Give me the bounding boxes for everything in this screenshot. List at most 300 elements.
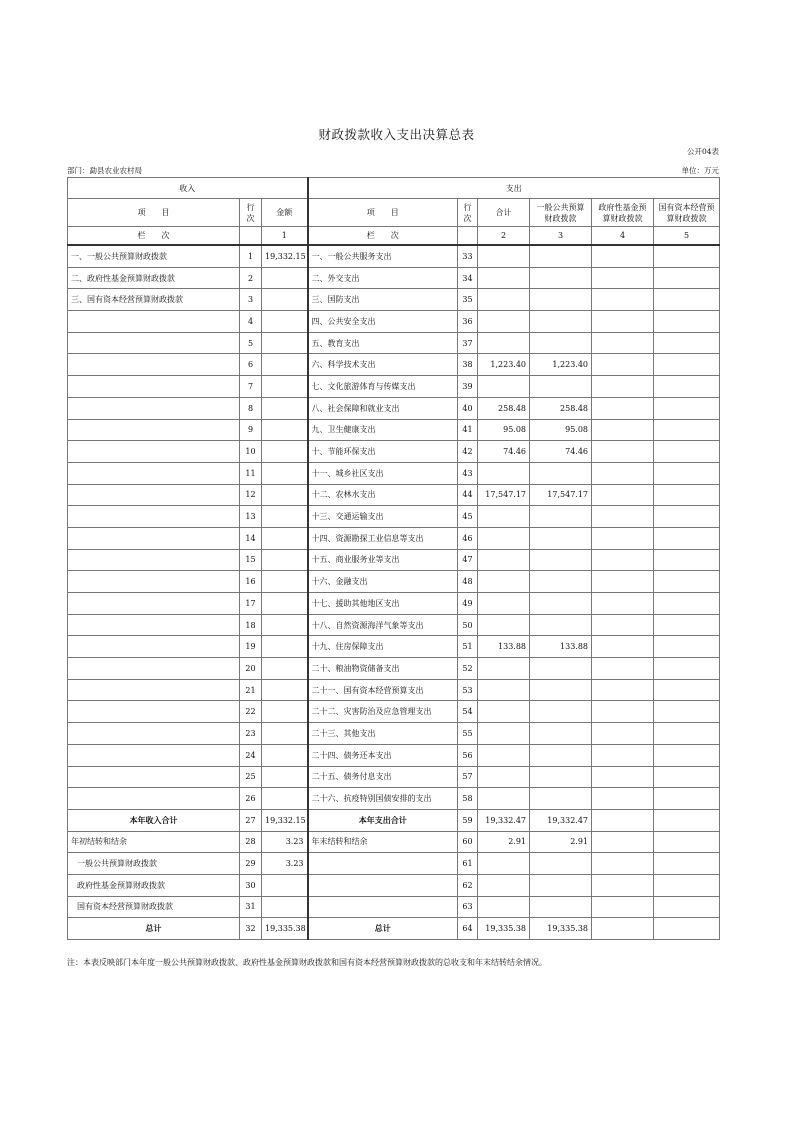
state-capital-cell xyxy=(654,376,720,398)
total-amount-cell xyxy=(478,788,530,810)
income-amount-cell xyxy=(262,636,308,658)
income-line-cell: 1 xyxy=(240,245,262,267)
income-item-cell: 本年收入合计 xyxy=(68,809,240,831)
unit-label: 单位：万元 xyxy=(681,166,719,175)
income-line-cell: 31 xyxy=(240,896,262,918)
expense-line-cell: 59 xyxy=(458,809,478,831)
table-row xyxy=(68,658,720,680)
expense-line-cell: 51 xyxy=(458,636,478,658)
expense-item-cell: 二十三、其他支出 xyxy=(308,723,458,745)
income-item-cell: 一、一般公共预算财政拨款 xyxy=(68,245,240,267)
gov-fund-cell xyxy=(592,245,654,267)
total-amount-cell xyxy=(478,311,530,333)
income-amount-cell xyxy=(262,311,308,333)
expense-line-cell: 43 xyxy=(458,462,478,484)
income-amount-cell xyxy=(262,658,308,680)
expense-item-cell: 二十二、灾害防治及应急管理支出 xyxy=(308,701,458,723)
expense-line-cell: 39 xyxy=(458,376,478,398)
expense-line-cell: 60 xyxy=(458,831,478,853)
expense-line-cell: 35 xyxy=(458,289,478,311)
income-item-cell xyxy=(68,679,240,701)
col-number-5: 5 xyxy=(654,227,720,246)
gov-fund-cell xyxy=(592,701,654,723)
expense-item-cell: 本年支出合计 xyxy=(308,809,458,831)
total-amount-cell xyxy=(478,571,530,593)
gov-fund-cell xyxy=(592,766,654,788)
general-budget-cell xyxy=(530,462,592,484)
total-amount-cell xyxy=(478,506,530,528)
gov-fund-cell xyxy=(592,289,654,311)
income-line-cell: 14 xyxy=(240,527,262,549)
expense-line-cell: 63 xyxy=(458,896,478,918)
expense-line-cell: 34 xyxy=(458,267,478,289)
expense-item-cell xyxy=(308,896,458,918)
income-line-cell: 18 xyxy=(240,614,262,636)
gov-fund-cell xyxy=(592,506,654,528)
income-item-cell xyxy=(68,376,240,398)
income-amount-cell xyxy=(262,571,308,593)
general-budget-cell xyxy=(530,506,592,528)
state-capital-cell xyxy=(654,549,720,571)
table-row xyxy=(68,636,720,658)
gov-fund-cell xyxy=(592,788,654,810)
income-item-cell xyxy=(68,636,240,658)
general-budget-cell: 19,335.38 xyxy=(530,918,592,940)
gov-fund-cell xyxy=(592,376,654,398)
state-capital-cell xyxy=(654,354,720,376)
income-item-cell xyxy=(68,549,240,571)
table-row xyxy=(68,809,720,831)
total-amount-cell xyxy=(478,766,530,788)
state-capital-cell xyxy=(654,679,720,701)
gov-fund-cell xyxy=(592,636,654,658)
finance-table xyxy=(67,177,720,940)
income-line-cell: 5 xyxy=(240,332,262,354)
income-line-cell: 26 xyxy=(240,788,262,810)
income-line-cell: 16 xyxy=(240,571,262,593)
total-amount-cell xyxy=(478,744,530,766)
income-item-cell xyxy=(68,593,240,615)
state-capital-cell xyxy=(654,723,720,745)
expense-line-cell: 64 xyxy=(458,918,478,940)
table-row xyxy=(68,289,720,311)
total-amount-cell xyxy=(478,332,530,354)
expense-item-cell xyxy=(308,853,458,875)
income-amount-cell: 3.23 xyxy=(262,853,308,875)
general-budget-cell: 74.46 xyxy=(530,441,592,463)
state-capital-cell xyxy=(654,701,720,723)
income-line-cell: 24 xyxy=(240,744,262,766)
expense-line-header: 行次 xyxy=(458,199,478,227)
income-amount-cell xyxy=(262,614,308,636)
gov-fund-cell xyxy=(592,484,654,506)
total-amount-cell: 17,547.17 xyxy=(478,484,530,506)
expense-line-cell: 52 xyxy=(458,658,478,680)
general-budget-cell xyxy=(530,679,592,701)
expense-line-cell: 45 xyxy=(458,506,478,528)
state-capital-cell xyxy=(654,311,720,333)
table-row xyxy=(68,267,720,289)
income-amount-cell xyxy=(262,723,308,745)
col-number-4: 4 xyxy=(592,227,654,246)
state-capital-cell xyxy=(654,614,720,636)
total-amount-cell xyxy=(478,896,530,918)
income-item-cell: 二、政府性基金预算财政拨款 xyxy=(68,267,240,289)
income-item-cell xyxy=(68,788,240,810)
expense-line-cell: 41 xyxy=(458,419,478,441)
gov-fund-cell xyxy=(592,874,654,896)
gov-fund-cell xyxy=(592,441,654,463)
general-budget-cell xyxy=(530,701,592,723)
income-item-cell xyxy=(68,419,240,441)
income-amount-cell: 19,332.15 xyxy=(262,809,308,831)
state-capital-cell xyxy=(654,506,720,528)
general-budget-cell xyxy=(530,614,592,636)
income-amount-cell xyxy=(262,679,308,701)
state-capital-cell xyxy=(654,658,720,680)
total-amount-cell: 74.46 xyxy=(478,441,530,463)
footnote: 注：本表反映部门本年度一般公共预算财政拨款、政府性基金预算财政拨款和国有资本经营预算财政拨款的总收支和年末结转结余情况。 xyxy=(67,958,547,967)
total-amount-cell xyxy=(478,376,530,398)
expense-line-cell: 57 xyxy=(458,766,478,788)
income-amount-cell xyxy=(262,289,308,311)
expense-item-cell: 一、一般公共服务支出 xyxy=(308,245,458,267)
income-item-cell xyxy=(68,484,240,506)
total-amount-cell xyxy=(478,527,530,549)
col-number-2: 2 xyxy=(478,227,530,246)
expense-line-cell: 37 xyxy=(458,332,478,354)
income-item-header-text: 项 目 xyxy=(137,208,170,217)
general-budget-cell: 95.08 xyxy=(530,419,592,441)
income-amount-cell xyxy=(262,788,308,810)
state-capital-cell xyxy=(654,332,720,354)
state-capital-cell xyxy=(654,744,720,766)
income-item-cell xyxy=(68,701,240,723)
state-capital-cell xyxy=(654,397,720,419)
expense-item-cell: 二、外交支出 xyxy=(308,267,458,289)
total-amount-cell xyxy=(478,593,530,615)
state-capital-cell xyxy=(654,419,720,441)
expense-item-cell: 二十一、国有资本经营预算支出 xyxy=(308,679,458,701)
state-capital-cell xyxy=(654,766,720,788)
table-row xyxy=(68,701,720,723)
expense-item-cell: 十六、金融支出 xyxy=(308,571,458,593)
income-line-cell: 3 xyxy=(240,289,262,311)
state-capital-header: 国有资本经营预算财政拨款 xyxy=(654,199,720,227)
gov-fund-cell xyxy=(592,853,654,875)
income-line-cell: 22 xyxy=(240,701,262,723)
expense-item-cell: 五、教育支出 xyxy=(308,332,458,354)
income-amount-cell xyxy=(262,701,308,723)
table-row xyxy=(68,853,720,875)
table-row xyxy=(68,484,720,506)
total-amount-cell xyxy=(478,289,530,311)
table-row xyxy=(68,614,720,636)
income-line-cell: 17 xyxy=(240,593,262,615)
expense-column-label: 栏 次 xyxy=(308,227,458,246)
income-line-cell: 11 xyxy=(240,462,262,484)
table-row xyxy=(68,441,720,463)
gov-fund-cell xyxy=(592,267,654,289)
income-item-cell xyxy=(68,397,240,419)
general-budget-cell xyxy=(530,744,592,766)
gov-fund-cell xyxy=(592,658,654,680)
expense-item-cell: 十三、交通运输支出 xyxy=(308,506,458,528)
table-row xyxy=(68,831,720,853)
general-budget-cell: 1,223.40 xyxy=(530,354,592,376)
expense-item-header: 项 目 xyxy=(308,199,458,227)
gov-fund-cell xyxy=(592,831,654,853)
income-amount-cell xyxy=(262,896,308,918)
income-amount-cell xyxy=(262,506,308,528)
income-line-cell: 30 xyxy=(240,874,262,896)
income-line-cell: 13 xyxy=(240,506,262,528)
expense-line-cell: 33 xyxy=(458,245,478,267)
expense-item-cell: 二十四、债务还本支出 xyxy=(308,744,458,766)
expense-item-cell xyxy=(308,874,458,896)
expense-item-cell: 十七、援助其他地区支出 xyxy=(308,593,458,615)
gov-fund-cell xyxy=(592,896,654,918)
income-amount-cell xyxy=(262,376,308,398)
state-capital-cell xyxy=(654,484,720,506)
general-budget-cell xyxy=(530,658,592,680)
state-capital-cell xyxy=(654,636,720,658)
general-budget-cell xyxy=(530,245,592,267)
gov-fund-cell xyxy=(592,332,654,354)
expense-line-cell: 47 xyxy=(458,549,478,571)
expense-line-cell: 62 xyxy=(458,874,478,896)
income-amount-cell xyxy=(262,267,308,289)
total-amount-cell xyxy=(478,267,530,289)
general-budget-cell: 19,332.47 xyxy=(530,809,592,831)
gov-fund-cell xyxy=(592,311,654,333)
expense-line-cell: 56 xyxy=(458,744,478,766)
general-budget-cell xyxy=(530,874,592,896)
general-budget-cell xyxy=(530,723,592,745)
expense-line-cell: 53 xyxy=(458,679,478,701)
expense-item-cell: 八、社会保障和就业支出 xyxy=(308,397,458,419)
general-budget-cell xyxy=(530,571,592,593)
gov-fund-cell xyxy=(592,397,654,419)
expense-item-cell: 六、科学技术支出 xyxy=(308,354,458,376)
gov-fund-cell xyxy=(592,419,654,441)
income-amount-cell xyxy=(262,874,308,896)
income-line-cell: 15 xyxy=(240,549,262,571)
income-item-header xyxy=(68,199,240,227)
table-row xyxy=(68,874,720,896)
expense-item-cell: 十九、住房保障支出 xyxy=(308,636,458,658)
table-row xyxy=(68,332,720,354)
expense-item-cell: 三、国防支出 xyxy=(308,289,458,311)
gov-fund-cell xyxy=(592,679,654,701)
table-row xyxy=(68,311,720,333)
income-line-cell: 8 xyxy=(240,397,262,419)
general-budget-cell: 2.91 xyxy=(530,831,592,853)
income-amount-header: 金额 xyxy=(262,199,308,227)
general-budget-header: 一般公共预算财政拨款 xyxy=(530,199,592,227)
table-row xyxy=(68,918,720,940)
income-line-cell: 25 xyxy=(240,766,262,788)
expense-item-cell: 年末结转和结余 xyxy=(308,831,458,853)
income-line-cell: 20 xyxy=(240,658,262,680)
income-line-cell: 6 xyxy=(240,354,262,376)
total-amount-cell xyxy=(478,853,530,875)
total-amount-cell xyxy=(478,701,530,723)
table-row xyxy=(68,766,720,788)
total-amount-cell xyxy=(478,614,530,636)
gov-fund-header: 政府性基金预算财政拨款 xyxy=(592,199,654,227)
table-row xyxy=(68,506,720,528)
general-budget-cell xyxy=(530,311,592,333)
expense-item-cell: 总计 xyxy=(308,918,458,940)
gov-fund-cell xyxy=(592,354,654,376)
income-amount-cell xyxy=(262,527,308,549)
income-amount-cell xyxy=(262,332,308,354)
state-capital-cell xyxy=(654,441,720,463)
income-line-cell: 9 xyxy=(240,419,262,441)
general-budget-cell xyxy=(530,267,592,289)
income-line-cell: 10 xyxy=(240,441,262,463)
total-amount-cell: 95.08 xyxy=(478,419,530,441)
total-header: 合计 xyxy=(478,199,530,227)
gov-fund-cell xyxy=(592,462,654,484)
state-capital-cell xyxy=(654,874,720,896)
col-number-3: 3 xyxy=(530,227,592,246)
income-amount-cell xyxy=(262,419,308,441)
income-item-cell xyxy=(68,354,240,376)
income-item-cell xyxy=(68,441,240,463)
expense-line-cell: 36 xyxy=(458,311,478,333)
income-line-cell: 19 xyxy=(240,636,262,658)
expense-line-cell: 61 xyxy=(458,853,478,875)
general-budget-cell xyxy=(530,527,592,549)
state-capital-cell xyxy=(654,462,720,484)
table-row xyxy=(68,462,720,484)
form-code: 公开04表 xyxy=(686,147,719,156)
state-capital-cell xyxy=(654,245,720,267)
income-item-cell xyxy=(68,766,240,788)
table-row xyxy=(68,723,720,745)
income-item-cell: 总计 xyxy=(68,918,240,940)
income-amount-cell xyxy=(262,549,308,571)
table-row xyxy=(68,679,720,701)
expense-item-cell: 十四、资源勘探工业信息等支出 xyxy=(308,527,458,549)
state-capital-cell xyxy=(654,896,720,918)
total-amount-cell xyxy=(478,874,530,896)
table-body xyxy=(68,245,720,940)
expense-header: 支出 xyxy=(308,178,720,199)
income-line-cell: 32 xyxy=(240,918,262,940)
department-label: 部门：勐县农业农村局 xyxy=(67,166,142,175)
general-budget-cell xyxy=(530,549,592,571)
state-capital-cell xyxy=(654,853,720,875)
table-row xyxy=(68,593,720,615)
income-line-cell: 21 xyxy=(240,679,262,701)
total-amount-cell: 258.48 xyxy=(478,397,530,419)
income-item-cell xyxy=(68,506,240,528)
expense-line-cell: 50 xyxy=(458,614,478,636)
income-item-cell: 一般公共预算财政拨款 xyxy=(68,853,240,875)
state-capital-cell xyxy=(654,571,720,593)
income-amount-cell xyxy=(262,441,308,463)
col-number-1: 1 xyxy=(262,227,308,246)
income-item-cell xyxy=(68,462,240,484)
expense-item-cell: 十二、农林水支出 xyxy=(308,484,458,506)
income-item-cell xyxy=(68,744,240,766)
total-amount-cell: 19,335.38 xyxy=(478,918,530,940)
expense-line-cell: 55 xyxy=(458,723,478,745)
expense-item-cell: 二十、粮油物资储备支出 xyxy=(308,658,458,680)
expense-item-cell: 二十六、抗疫特别国债安排的支出 xyxy=(308,788,458,810)
income-line-col-empty xyxy=(240,227,262,246)
income-line-cell: 2 xyxy=(240,267,262,289)
total-amount-cell xyxy=(478,549,530,571)
income-item-cell xyxy=(68,311,240,333)
income-line-header: 行次 xyxy=(240,199,262,227)
gov-fund-cell xyxy=(592,918,654,940)
expense-line-cell: 40 xyxy=(458,397,478,419)
table-row xyxy=(68,376,720,398)
state-capital-cell xyxy=(654,788,720,810)
total-amount-cell xyxy=(478,658,530,680)
income-amount-cell xyxy=(262,744,308,766)
expense-line-cell: 46 xyxy=(458,527,478,549)
state-capital-cell xyxy=(654,809,720,831)
table-row xyxy=(68,527,720,549)
expense-line-cell: 49 xyxy=(458,593,478,615)
table-row xyxy=(68,571,720,593)
table-row xyxy=(68,549,720,571)
general-budget-cell xyxy=(530,593,592,615)
general-budget-cell xyxy=(530,766,592,788)
income-line-cell: 27 xyxy=(240,809,262,831)
gov-fund-cell xyxy=(592,744,654,766)
table-row xyxy=(68,397,720,419)
state-capital-cell xyxy=(654,918,720,940)
expense-item-cell: 九、卫生健康支出 xyxy=(308,419,458,441)
income-column-label: 栏 次 xyxy=(68,227,240,246)
expense-item-cell: 七、文化旅游体育与传媒支出 xyxy=(308,376,458,398)
expense-line-cell: 42 xyxy=(458,441,478,463)
state-capital-cell xyxy=(654,527,720,549)
general-budget-cell xyxy=(530,853,592,875)
income-amount-cell: 19,335.38 xyxy=(262,918,308,940)
general-budget-cell xyxy=(530,289,592,311)
income-amount-cell xyxy=(262,462,308,484)
total-amount-cell: 2.91 xyxy=(478,831,530,853)
state-capital-cell xyxy=(654,593,720,615)
income-line-cell: 7 xyxy=(240,376,262,398)
expense-item-cell: 十一、城乡社区支出 xyxy=(308,462,458,484)
income-amount-cell xyxy=(262,354,308,376)
gov-fund-cell xyxy=(592,593,654,615)
income-line-cell: 29 xyxy=(240,853,262,875)
income-amount-cell xyxy=(262,397,308,419)
expense-line-col-empty xyxy=(458,227,478,246)
expense-line-cell: 38 xyxy=(458,354,478,376)
income-amount-cell xyxy=(262,484,308,506)
state-capital-cell xyxy=(654,831,720,853)
income-amount-cell: 19,332.15 xyxy=(262,245,308,267)
table-row xyxy=(68,744,720,766)
state-capital-cell xyxy=(654,289,720,311)
income-item-cell xyxy=(68,571,240,593)
general-budget-cell xyxy=(530,788,592,810)
income-item-cell: 政府性基金预算财政拨款 xyxy=(68,874,240,896)
income-header: 收入 xyxy=(68,178,308,199)
income-item-cell: 国有资本经营预算财政拨款 xyxy=(68,896,240,918)
expense-line-cell: 54 xyxy=(458,701,478,723)
